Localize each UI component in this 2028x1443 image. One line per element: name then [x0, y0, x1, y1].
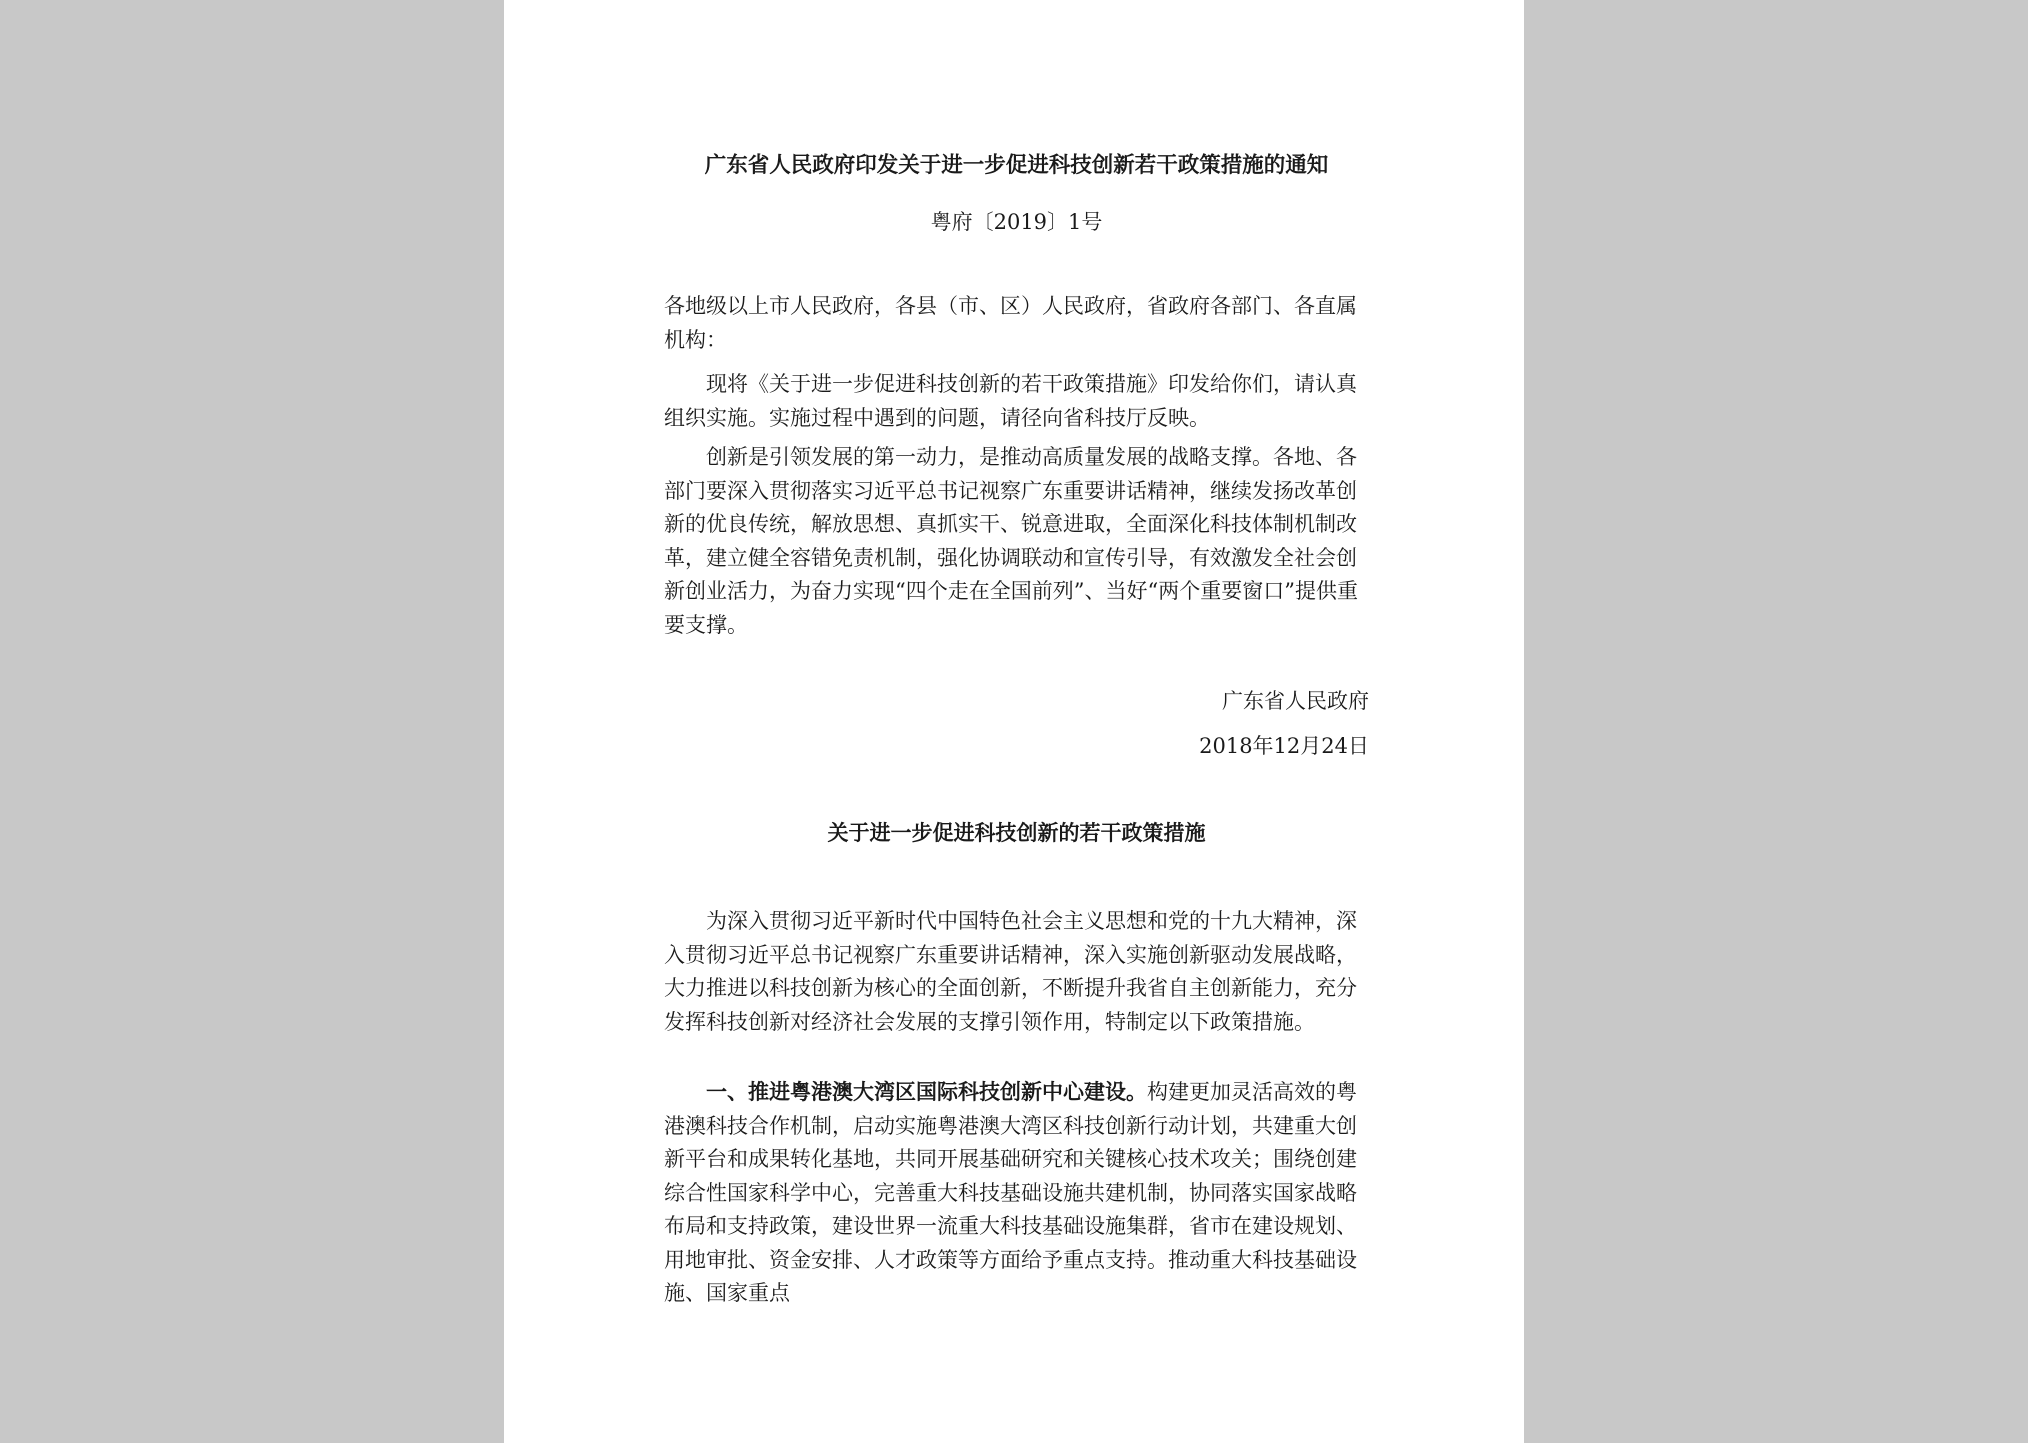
document-page [504, 0, 1524, 1443]
paragraph-2: 创新是引领发展的第一动力，是推动高质量发展的战略支撑。各地、各部门要深入贯彻落实习近平总书记视察广东重要讲话精神，继续发扬改革创新的优良传统，解放思想、真抓实干、锐意进取，全面深化科技体制机制改革，建立健全容错免责机制，强化协调联动和宣传引导，有效激发全社会创新创业活力，为奋力实现“四个走在全国前列”、当好“两个重要窗口”提供重要支撑。 [664, 445, 1358, 637]
signature-date: 2018年12月24日 [1199, 734, 1369, 758]
paragraph-4 [664, 1075, 1369, 1311]
document-number: 粤府〔2019〕1号 [930, 210, 1103, 234]
signature-organization: 广东省人民政府 [1222, 689, 1369, 713]
paragraph-4-lead: 一、推进粤港澳大湾区国际科技创新中心建设。 [706, 1079, 1147, 1104]
paragraph-3: 为深入贯彻习近平新时代中国特色社会主义思想和党的十九大精神，深入贯彻习近平总书记视察广东重要讲话精神，深入实施创新驱动发展战略，大力推进以科技创新为核心的全面创新，不断提升我省自主创新能力，充分发挥科技创新对经济社会发展的支撑引领作用，特制定以下政策措施。 [664, 909, 1357, 1034]
document-title: 广东省人民政府印发关于进一步促进科技创新若干政策措施的通知 [704, 153, 1329, 178]
salutation: 各地级以上市人民政府，各县（市、区）人民政府，省政府各部门、各直属机构： [664, 294, 1357, 352]
paragraph-4-body: 构建更加灵活高效的粤港澳科技合作机制，启动实施粤港澳大湾区科技创新行动计划，共建重大创新平台和成果转化基地，共同开展基础研究和关键核心技术攻关；围绕创建综合性国家科学中心，完善重大科技基础设施共建机制，协同落实国家战略布局和支持政策，建设世界一流重大科技基础设施集群，省市在建设规划、用地审批、资金安排、人才政策等方面给予重点支持。推动重大科技基础设施、国家重点 [664, 1080, 1357, 1305]
section-title: 关于进一步促进科技创新的若干政策措施 [827, 820, 1206, 845]
paragraph-1: 现将《关于进一步促进科技创新的若干政策措施》印发给你们，请认真组织实施。实施过程中遇到的问题，请径向省科技厅反映。 [664, 372, 1357, 430]
